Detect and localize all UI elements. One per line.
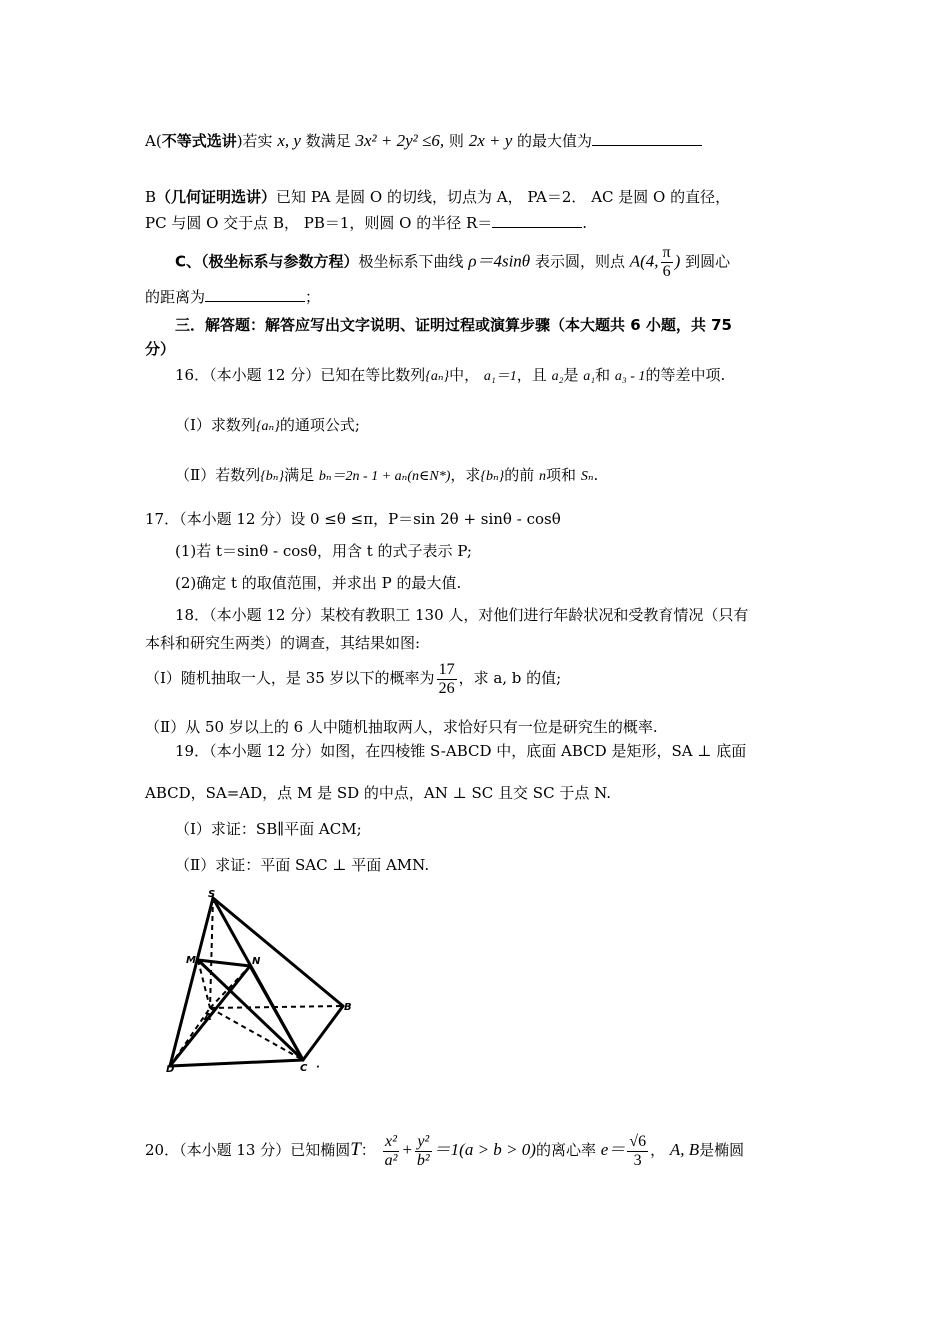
q16-p1-text-b: 的通项公式;: [279, 416, 360, 434]
q20-colon: ：: [360, 1141, 376, 1159]
section-c-text2: 表示圆，则点: [534, 252, 625, 271]
q16-part1: [175, 414, 360, 438]
q16-a1b: a₁: [583, 369, 596, 384]
part3-heading-line2: 分）: [145, 340, 176, 358]
q16-text-b: 中，: [449, 366, 480, 384]
frac-num: 17: [438, 660, 455, 678]
label-c: C: [300, 1063, 308, 1074]
q19-line1: 19．（本小题 12 分）如图，在四棱锥 S-ABCD 中，底面 ABCD 是矩形，SA ⊥ 底面: [175, 742, 747, 760]
label-n: N: [252, 956, 261, 967]
q16-text-a: 16．（本小题 12 分）已知在等比数列: [175, 366, 426, 384]
q16-text-f: 的等差中项.: [645, 366, 726, 384]
q20-frac-y: [415, 1133, 432, 1170]
q20-stem: [145, 1128, 744, 1172]
q16-p2-text-f: .: [593, 466, 599, 484]
answer-blank-c[interactable]: [205, 301, 305, 302]
section-a-text2: 数满足: [305, 132, 351, 150]
answer-blank-b[interactable]: [492, 227, 582, 228]
q16-p2-text-c: ，求: [450, 466, 481, 484]
section-a-vars: x, y: [277, 131, 301, 150]
q18-fraction: [437, 661, 457, 698]
q18-p1-text-a: （Ⅰ）随机抽取一人，是 35 岁以下的概率为: [145, 669, 435, 687]
section-c-point: A(4,: [629, 251, 659, 271]
section-c-curve: ρ＝4sinθ: [468, 251, 531, 271]
frac-den: 26: [438, 679, 455, 697]
frac-num: x²: [383, 1133, 400, 1152]
part3-heading-line1: 三．解答题：解答应写出文字说明、证明过程或演算步骤（本大题共 6 小题，共 75: [175, 316, 732, 334]
q16-p2-text-b: 满足: [284, 466, 315, 484]
q16-p2-text-a: （Ⅱ）若数列: [175, 466, 261, 484]
section-c-close: ): [674, 251, 681, 271]
q16-p2-text-e: 项和: [546, 466, 577, 484]
q20-e: e＝: [600, 1140, 626, 1159]
frac-num: y²: [415, 1133, 432, 1152]
section-b-end: .: [582, 214, 588, 232]
section-b-prefix: B: [145, 188, 157, 206]
label-b: B: [344, 1002, 352, 1013]
section-a-inequality: 3x² + 2y² ≤6,: [355, 131, 445, 150]
edge-mn: [198, 960, 250, 966]
edge-cb: [303, 1006, 343, 1060]
q20-text-d: 是椭圆: [699, 1141, 745, 1159]
section-c-text1: 极坐标系下曲线: [358, 252, 464, 271]
section-a-text1: )若实: [236, 132, 273, 150]
section-a-text4: 的最大值为: [517, 132, 593, 150]
q20-text-b: 的离心率: [535, 1141, 596, 1159]
q16-p2-seq2: {bₙ}: [480, 469, 505, 484]
label-s: S: [208, 889, 216, 900]
edge-an: [210, 966, 250, 1008]
label-dot: ·: [316, 1062, 320, 1073]
frac-den: 6: [662, 263, 671, 280]
q18-part2: （Ⅱ）从 50 岁以上的 6 人中随机抽取两人，求恰好只有一位是研究生的概率.: [145, 718, 658, 736]
q20-text-c: ，: [650, 1141, 666, 1159]
q20-frac-x: [383, 1133, 400, 1170]
q16-text-d: 是: [563, 366, 579, 384]
q20-frac-e: [627, 1133, 648, 1170]
pyramid-figure: [158, 888, 358, 1078]
section-b-line1: [145, 186, 730, 208]
section-a-expr: 2x + y: [468, 131, 513, 150]
q16-p2-expr: bₙ＝2n - 1 + aₙ(n∈N*): [318, 469, 451, 484]
section-a-prefix: A(: [145, 132, 162, 150]
q16-a3: a₃ - 1: [614, 369, 646, 384]
q16-p2-text-d: 的前: [504, 466, 535, 484]
section-c-end: ；: [305, 288, 321, 306]
frac-num: π: [662, 244, 671, 261]
section-a: [145, 130, 702, 152]
label-a: A: [204, 1012, 212, 1023]
edge-dc: [170, 1060, 303, 1066]
q16-stem: [175, 364, 725, 388]
frac-den: a²: [384, 1151, 398, 1169]
frac-num: √6: [629, 1132, 647, 1150]
section-b-text2: PC 与圆 O 交于点 B， PB＝1，则圆 O 的半径 R＝: [145, 214, 493, 232]
q18-line1: 18．（本小题 12 分）某校有教职工 130 人，对他们进行年龄状况和受教育情况（只有: [175, 606, 749, 624]
q20-text-a: 20．（本小题 13 分）已知椭圆: [145, 1141, 351, 1159]
q18-part1: [145, 658, 561, 698]
q19-line2: ABCD，SA=AD，点 M 是 SD 的中点，AN ⊥ SC 且交 SC 于点 N.: [145, 784, 612, 802]
q18-line2: 本科和研究生两类）的调查，其结果如图:: [145, 634, 421, 652]
q16-a2: a₂: [551, 369, 564, 384]
q18-p1-text-b: ，求 a, b 的值;: [458, 669, 562, 687]
q16-a1: a₁＝1: [483, 369, 517, 384]
q16-text-c: ，且: [516, 366, 547, 384]
q16-p2-n: n: [539, 469, 547, 484]
q20-t: T: [350, 1139, 361, 1160]
section-c-text3: 到圆心: [685, 252, 731, 271]
q16-seq: {aₙ}: [425, 369, 450, 384]
section-c-text4: 的距离为: [145, 288, 206, 306]
section-c-line2: [145, 286, 320, 308]
q17-stem: 17．（本小题 12 分）设 0 ≤θ ≤π，P＝sin 2θ + sinθ - cosθ: [145, 510, 561, 528]
edge-ab: [210, 1006, 343, 1008]
q17-part1: (1)若 t＝sinθ - cosθ，用含 t 的式子表示 P;: [175, 542, 472, 560]
q20-plus: +: [401, 1140, 413, 1159]
section-c-fraction: [661, 244, 673, 281]
q20-eq: ＝1(a > b > 0): [433, 1140, 536, 1159]
q16-part2: [175, 464, 598, 488]
section-b-text1: 已知 PA 是圆 O 的切线，切点为 A， PA＝2． AC 是圆 O 的直径，: [276, 188, 731, 206]
label-d: D: [166, 1064, 175, 1075]
section-c-label: C、（极坐标系与参数方程）: [175, 252, 359, 271]
q16-text-e: 和: [595, 366, 611, 384]
q19-part1: （Ⅰ）求证：SB∥平面 ACM;: [175, 820, 362, 838]
answer-blank-a[interactable]: [592, 145, 702, 146]
q16-p1-text-a: （Ⅰ）求数列: [175, 416, 256, 434]
section-a-text3: 则: [448, 132, 464, 150]
frac-den: 3: [633, 1151, 642, 1169]
section-a-tag: 不等式选讲: [161, 132, 237, 150]
section-b-tag: （几何证明选讲）: [156, 188, 277, 206]
q16-p2-seq: {bₙ}: [260, 469, 285, 484]
section-c-line1: [175, 244, 730, 281]
q19-part2: （Ⅱ）求证：平面 SAC ⊥ 平面 AMN.: [175, 856, 430, 874]
frac-den: b²: [416, 1151, 430, 1169]
section-b-line2: [145, 212, 587, 234]
q16-p1-seq: {aₙ}: [255, 419, 280, 434]
q17-part2: (2)确定 t 的取值范围，并求出 P 的最大值.: [175, 574, 462, 592]
edge-sa: [210, 898, 213, 1008]
q20-ab: A, B: [669, 1140, 700, 1159]
q16-p2-s: Sₙ: [580, 469, 594, 484]
label-m: M: [186, 955, 196, 966]
